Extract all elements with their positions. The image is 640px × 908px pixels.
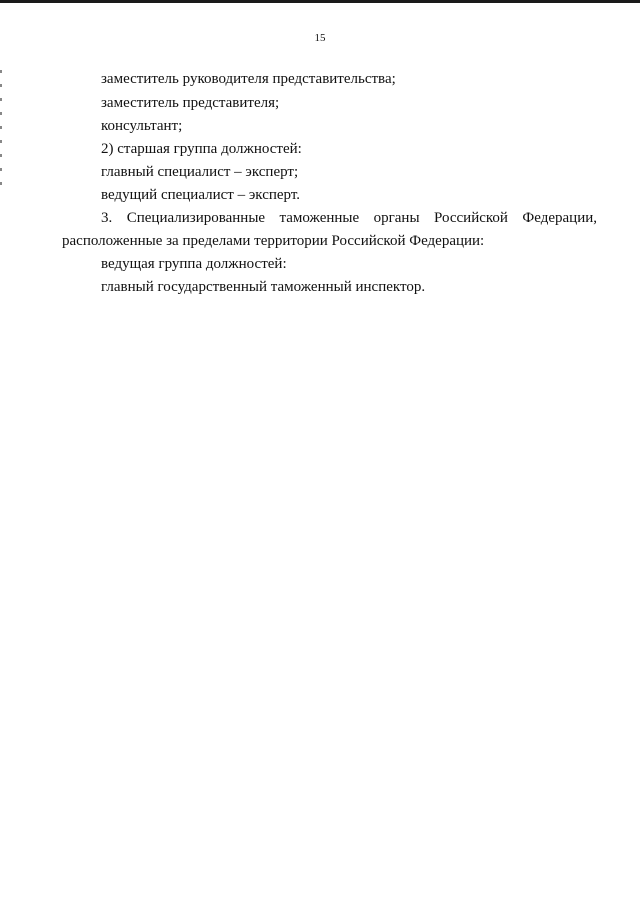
text-line-consultant: консультант;: [101, 118, 183, 134]
page-number: 15: [314, 32, 326, 44]
scan-top-edge: [0, 0, 640, 3]
text-line-located-outside-territory: расположенные за пределами территории Российской Федерации:: [62, 233, 485, 249]
text-line-chief-state-customs-inspector: главный государственный таможенный инспектор.: [101, 279, 426, 295]
text-line-chief-specialist-expert: главный специалист – эксперт;: [101, 164, 299, 180]
text-line-senior-group-heading: 2) старшая группа должностей:: [101, 141, 302, 157]
text-line-leading-specialist-expert: ведущий специалист – эксперт.: [101, 187, 301, 203]
text-line-deputy-representative: заместитель представителя;: [101, 95, 280, 111]
text-line-leading-group-heading: ведущая группа должностей:: [101, 256, 287, 272]
scan-left-margin-marks: [0, 70, 2, 190]
text-line-deputy-head-representation: заместитель руководителя представительства;: [101, 71, 396, 87]
text-line-specialized-customs-bodies: 3. Специализированные таможенные органы Российской Федерации,: [101, 210, 597, 226]
